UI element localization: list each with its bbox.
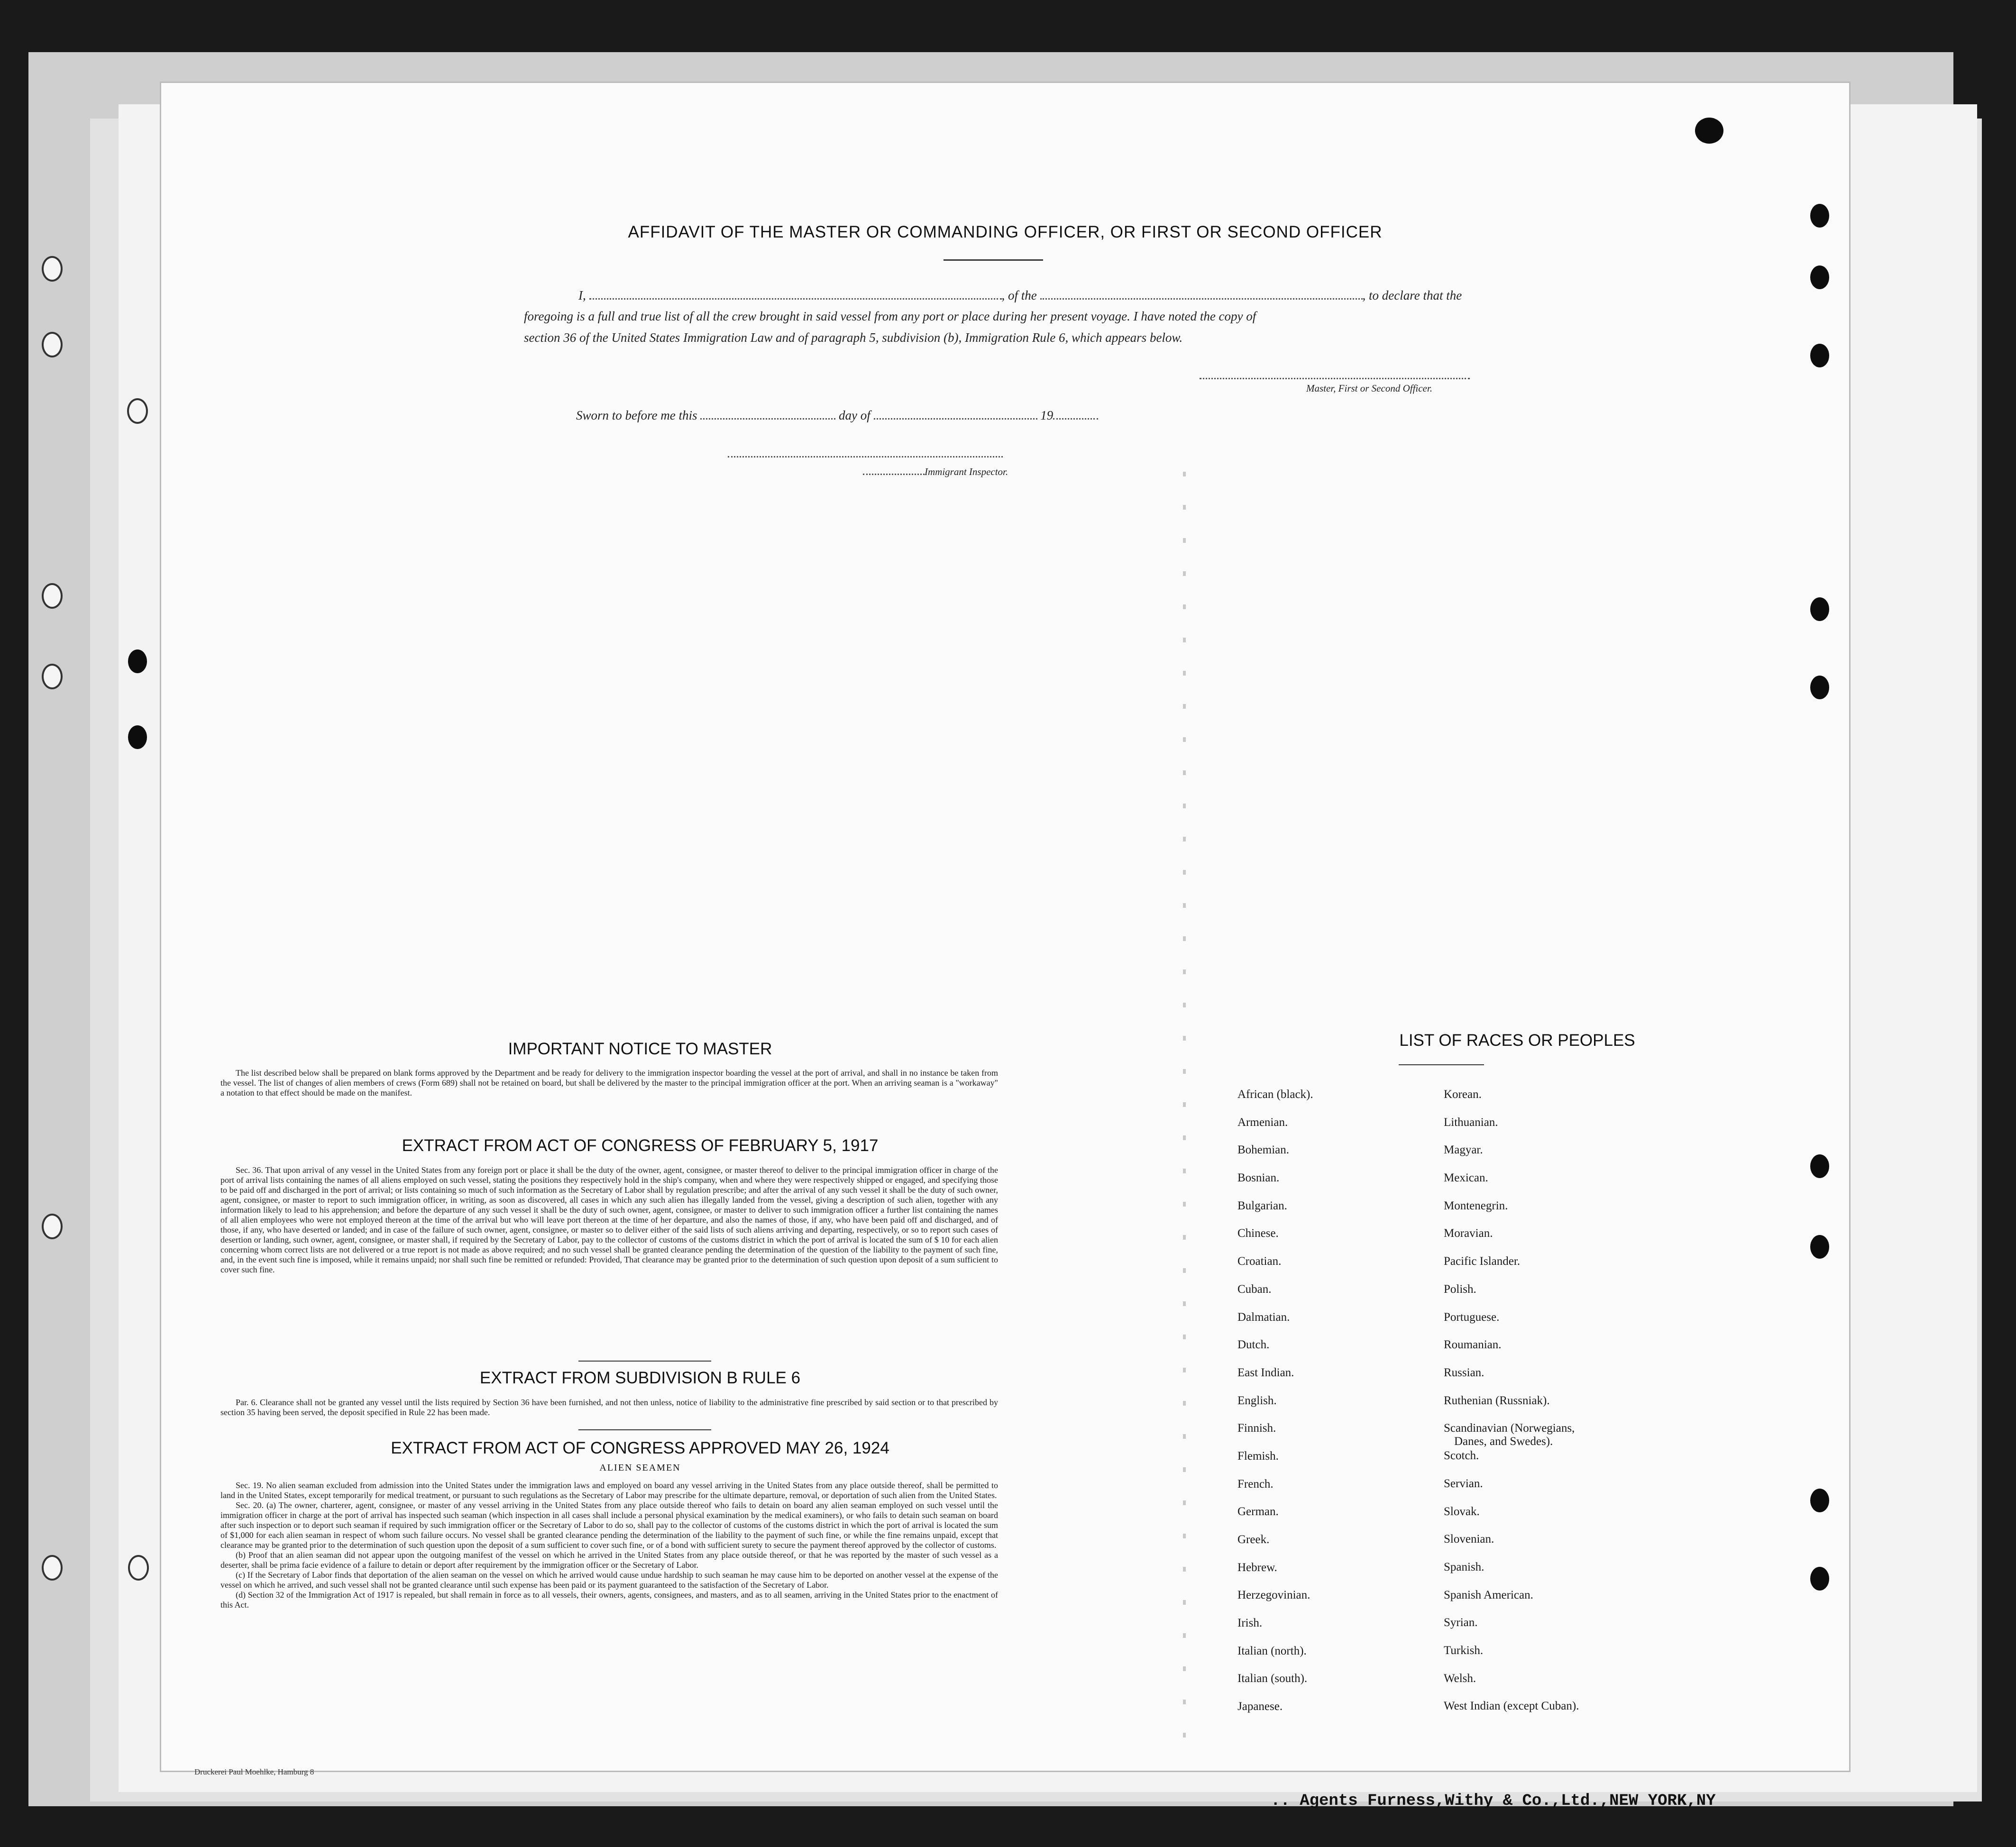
section-20d-paragraph: (d) Section 32 of the Immigration Act of 1917 is repealed, but shall remain in force as to all vessels, their owners, agents, consignees, and masters, and as to all seamen, arriving in the United States prior to the enactment of this Act. [220,1590,998,1609]
race-item: African (black). [1237,1088,1313,1101]
race-item: Spanish American. [1444,1588,1533,1601]
day-of-label: day of [839,408,871,422]
race-item: German. [1237,1505,1279,1518]
race-item: Portuguese. [1444,1310,1500,1324]
race-item: West Indian (except Cuban). [1444,1700,1579,1713]
extract-1924-title: EXTRACT FROM ACT OF CONGRESS APPROVED MAY 26, 1924 [391,1439,889,1457]
race-item: Bohemian. [1237,1143,1290,1157]
race-item: Dutch. [1237,1338,1270,1352]
section-20b-paragraph: (b) Proof that an alien seaman did not appear upon the outgoing manifest of the vessel on which he arrived in the United States from any place outside thereof, or that he was reported by the master of such vessel as a deserter, shall be prima facie evidence of a failure to detain or deport after requirement by the immigration officer or the Secretary of Labor. [220,1550,998,1570]
race-item: English. [1237,1394,1277,1407]
race-item: Hebrew. [1237,1561,1277,1574]
inspector-signature-blank[interactable] [728,446,1003,457]
race-item: Montenegrin. [1444,1199,1508,1212]
punch-hole [1810,676,1829,699]
races-left-column [1237,1088,1313,1728]
race-item: Italian (north). [1237,1644,1307,1657]
inspector-blank[interactable] [863,467,925,475]
section-divider [578,1429,711,1430]
race-item: Armenian. [1237,1116,1288,1129]
year-prefix: 19 [1040,408,1054,422]
race-item: Turkish. [1444,1644,1484,1657]
manifest-page [161,83,1849,1771]
section-20a-paragraph: Sec. 20. (a) The owner, charterer, agent, consignee, or master of any vessel arriving in the United States from any place outside thereof who fails to detain on board any alien seaman employed on such vessel until the immigration officer in charge at the port of arrival has inspected such seaman (which inspection in all cases shall include a personal physical examination by the medical examiners), or who fails to detain such seaman on board after such inspection or to deport such seaman if required by such immigration officer or the Secretary of Labor to do so, shall pay to the collector of customs of the customs district in which the port of arrival is located the sum of $1,000 for each alien seaman in respect of whom such failure occurs. No vessel shall be granted clearance pending the determination of the liability to the payment of such fine, or while the fine remains unpaid, except that clearance may be granted prior to the determination of such question upon the deposit of a sum sufficient to cover such fine, or of a bond with sufficient surety to secure the payment thereof approved by the collector of customs. [220,1500,998,1550]
race-item: Russian. [1444,1366,1485,1379]
race-item: Greek. [1237,1533,1270,1546]
punch-hole [128,1555,149,1581]
race-item: Polish. [1444,1282,1476,1296]
name-blank[interactable] [589,288,1002,300]
race-item: Ruthenian (Russniak). [1444,1394,1550,1407]
punch-hole [1810,597,1829,621]
race-item: Magyar. [1444,1143,1483,1157]
affidavit-title: AFFIDAVIT OF THE MASTER OR COMMANDING OFFICER, OR FIRST OR SECOND OFFICER [628,223,1383,241]
race-item: East Indian. [1237,1366,1294,1379]
race-item: Bosnian. [1237,1171,1280,1185]
notice-text: The list described below shall be prepared on blank forms approved by the Department and be ready for delivery to the immigration inspector boarding the vessel at the port of arrival, and shall in no instance be taken from the vessel. The list of changes of alien members of crews (Form 689) shall not be retained on board, but shall be delivered by the master to the principal immigration officer at the port. When an arriving seaman is a "workaway" a notation to that effect should be made on the manifest. [220,1068,998,1097]
punch-hole [1810,1154,1829,1178]
affidavit-declare-label: , to declare that the [1362,288,1462,302]
extract-1924-text [220,1481,998,1610]
rule6-text: Par. 6. Clearance shall not be granted any vessel until the lists required by Section 36 have been furnished, and not then unless, notice of liability to the administrative fine prescribed by said section or to that prescribed by section 35 having been served, the deposit specified in Rule 22 has been made. [220,1398,998,1417]
punch-hole [1810,204,1829,228]
title-divider [944,259,1043,261]
sworn-label: Sworn to before me this [576,408,697,422]
race-item: Welsh. [1444,1672,1476,1685]
sworn-month-blank[interactable] [874,408,1037,420]
races-right-column [1444,1088,1579,1728]
race-item: Cuban. [1237,1282,1272,1296]
agent-stamp: .. Agents Furness,Withy & Co.,Ltd.,NEW YORK,NY [1271,1792,1716,1810]
affidavit-i-label: I, [578,288,586,302]
punch-hole [42,583,63,609]
race-item: Mexican. [1444,1171,1488,1185]
punch-hole [42,1214,63,1239]
race-item: Servian. [1444,1477,1483,1490]
race-item: Slovak. [1444,1505,1480,1518]
race-item: Dalmatian. [1237,1310,1290,1324]
race-item: Syrian. [1444,1616,1478,1629]
rule6-title: EXTRACT FROM SUBDIVISION B RULE 6 [479,1369,801,1387]
tear-mark [1695,118,1723,144]
race-item: Finnish. [1237,1422,1276,1435]
affidavit-line2: foregoing is a full and true list of all the crew brought in said vessel from any port or place during her present voyage. I have noted the copy of [524,309,1256,323]
punch-hole [1810,1235,1829,1259]
races-divider [1399,1064,1484,1065]
race-item: Spanish. [1444,1561,1485,1573]
punch-hole [128,725,147,749]
race-item: Scandinavian (Norwegians, [1444,1422,1575,1435]
printer-imprint: Druckerei Paul Moehlke, Hamburg 8 [194,1767,314,1776]
race-item: Chinese. [1237,1227,1279,1240]
inspector-caption-text: Immigrant Inspector. [925,466,1008,477]
affidavit-line1 [578,288,1462,303]
fold-line [1183,472,1186,1752]
extract-1917-text: Sec. 36. That upon arrival of any vessel in the United States from any foreign port or place it shall be the duty of the owner, agent, consignee, or master thereof to deliver to the principal immigration officer in charge of the port of arrival lists containing the names of all aliens employed on such vessel, stating the positions they respectively hold in the ship's company, when and where they were respectively shipped or engaged, and specifying those to be paid off and discharged in the port of arrival; or lists containing so much of such information as the Secretary of Labor shall by regulation prescribe; and after the arrival of any such vessel it shall be the duty of such owner, agent, consignee, or master to report to such immigration officer, in writing, as soon as discovered, all cases in which any such alien has illegally landed from the vessel, giving a description of such alien, together with any information likely to lead to his apprehension; and before the departure of any such vessel it shall be the duty of such owner, agent, consignee, or master to deliver to such immigration officer a further list containing the names of all alien employees who were not employed thereon at the time of the arrival but who will leave port thereon at the time of her departure, and also the names of those, if any, who have been paid off and discharged, and of those, if any, who have deserted or landed; and in case of the failure of such owner, agent, consignee, or master so to deliver either of the said lists of such aliens arriving and departing, respectively, or so to report such cases of desertion or landing, such owner, agent, consignee, or master shall, if required by the Secretary of Labor, pay to the collector of customs of the customs district in which the port of arrival is located the sum of $ 10 for each alien concerning whom correct lists are not delivered or a true report is not made as above required; and no such vessel shall be granted clearance pending the determination of the question of the liability to the payment of such fine, and, in the event such fine is imposed, while it remains unpaid; nor shall such fine be remitted or refunded: Provided, That clearance may be granted prior to the determination of such question upon deposit of a sum sufficient to cover such fine. [220,1165,998,1274]
race-item: Lithuanian. [1444,1116,1498,1129]
punch-hole [1810,1567,1829,1591]
section-divider [578,1361,711,1362]
race-item: Herzegovinian. [1237,1589,1310,1602]
section-19-paragraph: Sec. 19. No alien seaman excluded from admission into the United States under the immigration laws and employed on board any vessel arriving in the United States from any place outside thereof, shall be permitted to land in the United States, except temporarily for medical treatment, or pursuant to such regulations as the Secretary of Labor may prescribe for the ultimate departure, removal, or deportation of such alien from the United States. [220,1481,998,1500]
race-item: Scotch. [1444,1449,1479,1463]
race-item: Pacific Islander. [1444,1255,1521,1268]
race-item: Irish. [1237,1617,1263,1630]
punch-hole [1810,344,1829,367]
race-item: Croatian. [1237,1255,1282,1268]
extract-1917-title: EXTRACT FROM ACT OF CONGRESS OF FEBRUARY 5, 1917 [402,1136,879,1155]
punch-hole [1810,265,1829,289]
race-item: Japanese. [1237,1700,1283,1713]
punch-hole [42,664,63,689]
signature-caption: Master, First or Second Officer. [1306,383,1432,394]
punch-hole [127,398,148,424]
signature-blank[interactable] [1200,367,1470,379]
race-item: Italian (south). [1237,1672,1308,1685]
section-20c-paragraph: (c) If the Secretary of Labor finds that deportation of the alien seaman on the vessel on which he arrived would cause undue hardship to such seaman he may cause him to be deported on another vessel at the expense of the vessel on which he arrived, and such vessel shall not be granted clearance until such expense has been paid or its payment guaranteed to the satisfaction of the Secretary of Labor. [220,1570,998,1590]
punch-hole [1810,1489,1829,1512]
affidavit-line3: section 36 of the United States Immigration Law and of paragraph 5, subdivision (b), Immigration Rule 6, which appears below. [524,330,1183,345]
race-item: Korean. [1444,1088,1482,1101]
sworn-line [576,408,1098,423]
punch-hole [42,256,63,282]
race-item: Slovenian. [1444,1533,1494,1546]
punch-hole [42,332,63,357]
inspector-caption [863,466,1008,478]
notice-title: IMPORTANT NOTICE TO MASTER [508,1040,772,1058]
races-title: LIST OF RACES OR PEOPLES [1399,1031,1635,1050]
race-item: Flemish. [1237,1449,1279,1463]
race-item: Roumanian. [1444,1338,1502,1352]
sworn-day-blank[interactable] [700,408,835,420]
sworn-year-blank[interactable] [1053,408,1098,420]
race-item: Danes, and Swedes). [1454,1435,1553,1448]
affidavit-of-the-label: , of the [1001,288,1037,302]
extract-1924-subtitle: ALIEN SEAMEN [599,1463,681,1473]
punch-hole [42,1555,63,1581]
race-item: Moravian. [1444,1227,1493,1240]
race-item: Bulgarian. [1237,1199,1287,1212]
race-item: French. [1237,1477,1274,1490]
vessel-blank[interactable] [1040,288,1363,300]
punch-hole [128,649,147,673]
